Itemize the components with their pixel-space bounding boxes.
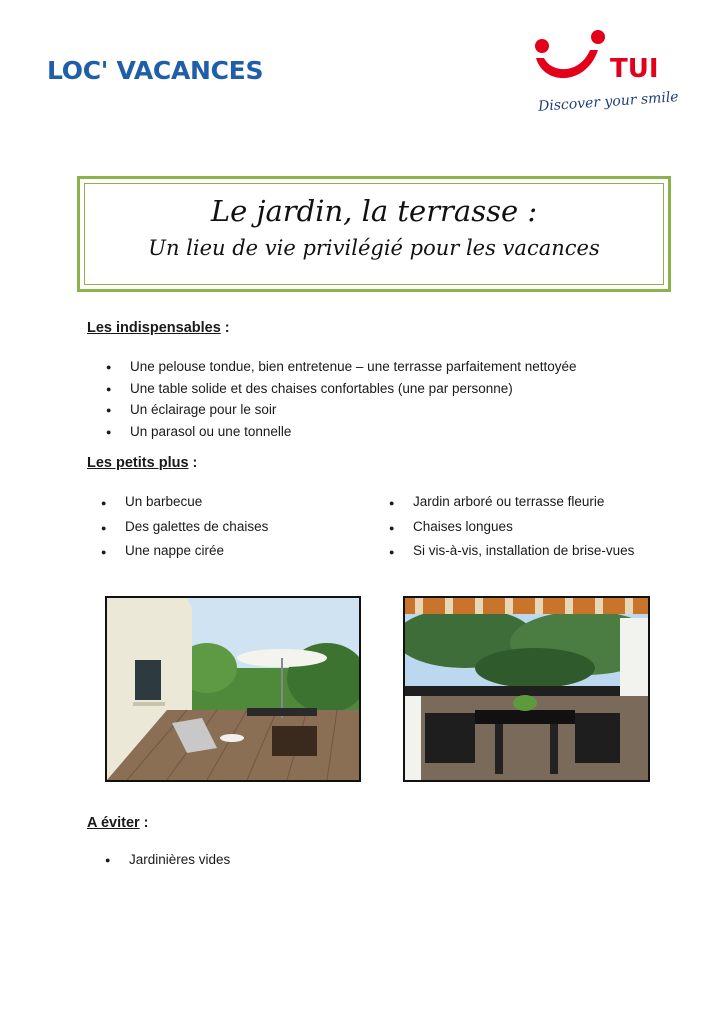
tui-wordmark: TUI [610,54,659,84]
list-item: ● Jardin arboré ou terrasse fleurie [389,490,634,515]
list-item: ● Un barbecue [101,490,268,515]
list-item: ● Une pelouse tondue, bien entretenue – une terrasse parfaitement nettoyée [106,356,577,378]
terrace-photo [403,596,650,782]
section-indispensables-heading: Les indispensables : [87,320,230,336]
garden-photo [105,596,361,782]
page-title: Le jardin, la terrasse : [210,194,538,228]
a-eviter-list [105,849,230,871]
indispensables-list [106,356,577,442]
section-a-eviter-heading: A éviter : [87,815,149,831]
list-item: ● Une nappe cirée [101,539,268,564]
section-petits-plus-heading: Les petits plus : [87,455,198,471]
list-item: ● Un parasol ou une tonnelle [106,421,577,443]
tui-tagline: Discover your smile [537,89,680,115]
brand-title: LOC' VACANCES [47,56,264,85]
list-item: ● Une table solide et des chaises confortables (une par personne) [106,378,577,400]
list-item: ● Un éclairage pour le soir [106,399,577,421]
petits-plus-left-list [101,490,268,564]
title-frame [77,176,671,292]
list-item: ● Jardinières vides [105,849,230,871]
list-item: ● Chaises longues [389,515,634,540]
petits-plus-right-list [389,490,634,564]
list-item: ● Des galettes de chaises [101,515,268,540]
list-item: ● Si vis-à-vis, installation de brise-vues [389,539,634,564]
page-subtitle: Un lieu de vie privilégié pour les vacances [148,236,600,260]
tui-logo [530,24,690,124]
tui-smile-icon [530,24,610,88]
